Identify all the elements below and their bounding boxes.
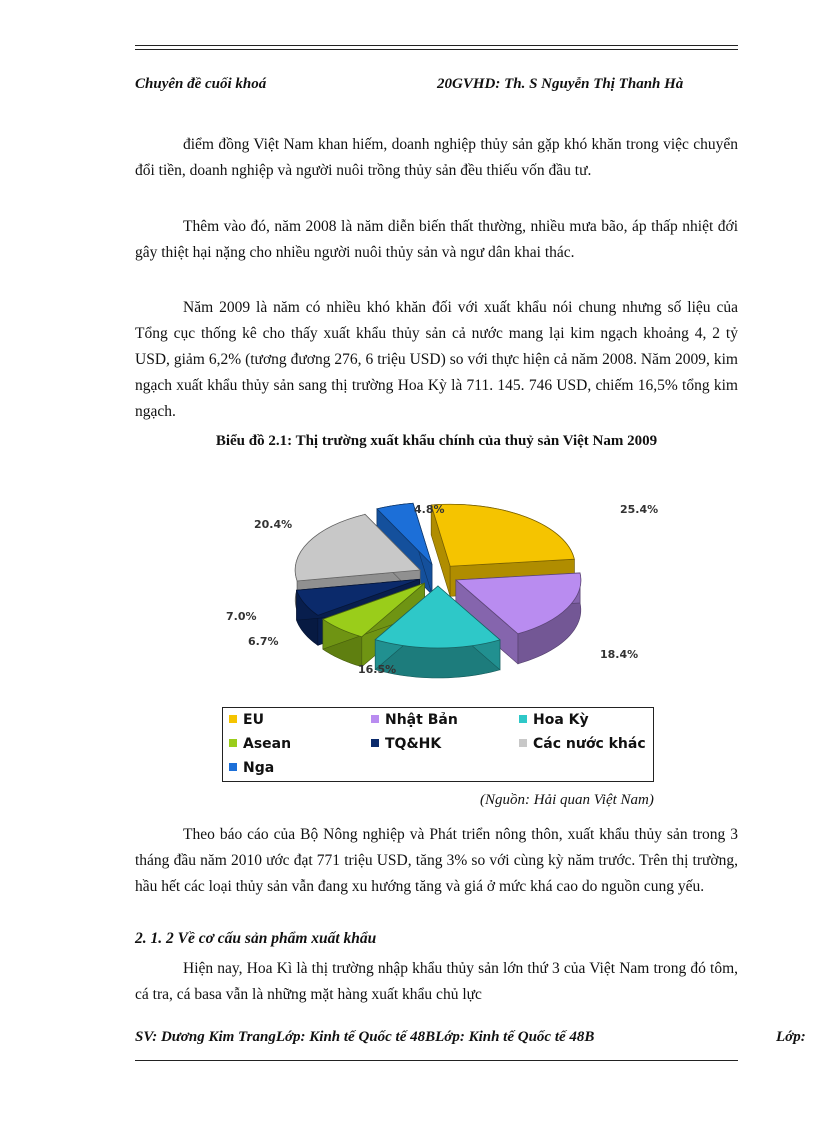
legend-swatch-tq-hk [371, 739, 379, 747]
chart-source: (Nguồn: Hải quan Việt Nam) [480, 792, 654, 808]
legend-item-asean: Asean [229, 736, 291, 752]
footer-left-text: SV: Dương Kim TrangLớp: Kinh tế Quốc tế 48BLớp: Kinh tế Quốc tế 48B [135, 1029, 595, 1045]
pie-label-2: 16.5% [358, 663, 397, 676]
legend-swatch-nhat-ban [371, 715, 379, 723]
header-left-text: Chuyên đề cuối khoá [135, 76, 267, 92]
header-right-text: 20GVHD: Th. S Nguyễn Thị Thanh Hà [437, 76, 684, 92]
legend-item-hoa-ky: Hoa Kỳ [519, 712, 589, 728]
legend-item-nhat-ban: Nhật Bản [371, 712, 458, 728]
footer-right-text: Lớp: [776, 1029, 806, 1045]
section-title: 2. 1. 2 Về cơ cấu sản phẩm xuất khẩu [135, 930, 377, 947]
legend-swatch-asean [229, 739, 237, 747]
legend-swatch-hoa-ky [519, 715, 527, 723]
paragraph-1: điểm đồng Việt Nam khan hiếm, doanh nghiệp thủy sản gặp khó khăn trong việc chuyển đổi tiền, doanh nghiệp và người nuôi trồng thủy sản đều thiếu vốn đầu tư. [135, 136, 738, 179]
footer-rule [135, 1060, 738, 1061]
paragraph-3: Năm 2009 là năm có nhiều khó khăn đối với xuất khẩu nói chung nhưng số liệu của Tổng cục thống kê cho thấy xuất khẩu thủy sản cả nước mang lại kim ngạch khoảng 4, 2 tỷ USD, giảm 6,2% (tương đương 276, 6 triệu USD) so với thực hiện cả năm 2008. Năm 2009, kim ngạch xuất khẩu thủy sản sang thị trường Hoa Kỳ là 711. 145. 746 USD, chiếm 16,5% tổng kim ngạch. [135, 299, 738, 420]
legend-item-eu: EU [229, 712, 264, 728]
pie-label-4: 7.0% [226, 610, 257, 623]
header-rule-bottom [135, 49, 738, 50]
legend-swatch-cac-nuoc-khac [519, 739, 527, 747]
page-header [135, 76, 735, 98]
legend-item-nga: Nga [229, 760, 274, 776]
header-rule-top [135, 45, 738, 46]
pie-label-6: 4.8% [414, 503, 445, 516]
chart-caption: Biểu đồ 2.1: Thị trường xuất khẩu chính của thuỷ sản Việt Nam 2009 [215, 433, 658, 449]
pie-chart [190, 480, 670, 710]
legend-swatch-eu [229, 715, 237, 723]
paragraph-5: Hiện nay, Hoa Kì là thị trường nhập khẩu thủy sản lớn thứ 3 của Việt Nam trong đó tôm, cá tra, cá basa vẫn là những mặt hàng xuất khẩu chủ lực [135, 960, 738, 1003]
legend-swatch-nga [229, 763, 237, 771]
pie-slice-0 [431, 504, 574, 566]
paragraph-2: Thêm vào đó, năm 2008 là năm diễn biến thất thường, nhiều mưa bão, áp thấp nhiệt đới gây thiệt hại nặng cho nhiều người nuôi thủy sản và ngư dân khai thác. [135, 218, 738, 261]
paragraph-4: Theo báo cáo của Bộ Nông nghiệp và Phát triển nông thôn, xuất khẩu thủy sản trong 3 tháng đầu năm 2010 ước đạt 771 triệu USD, tăng 3% so với cùng kỳ năm trước. Trên thị trường, hầu hết các loại thủy sản vẫn đang xu hướng tăng và giá ở mức khá cao do nguồn cung yếu. [135, 826, 738, 895]
legend-item-tq-hk: TQ&HK [371, 736, 441, 752]
pie-label-1: 18.4% [600, 648, 639, 661]
pie-chart-svg [190, 480, 670, 710]
pie-label-3: 6.7% [248, 635, 279, 648]
pie-label-0: 25.4% [620, 503, 659, 516]
chart-legend [222, 707, 654, 782]
pie-label-5: 20.4% [254, 518, 293, 531]
legend-item-cac-nuoc-khac: Các nước khác [519, 736, 646, 752]
